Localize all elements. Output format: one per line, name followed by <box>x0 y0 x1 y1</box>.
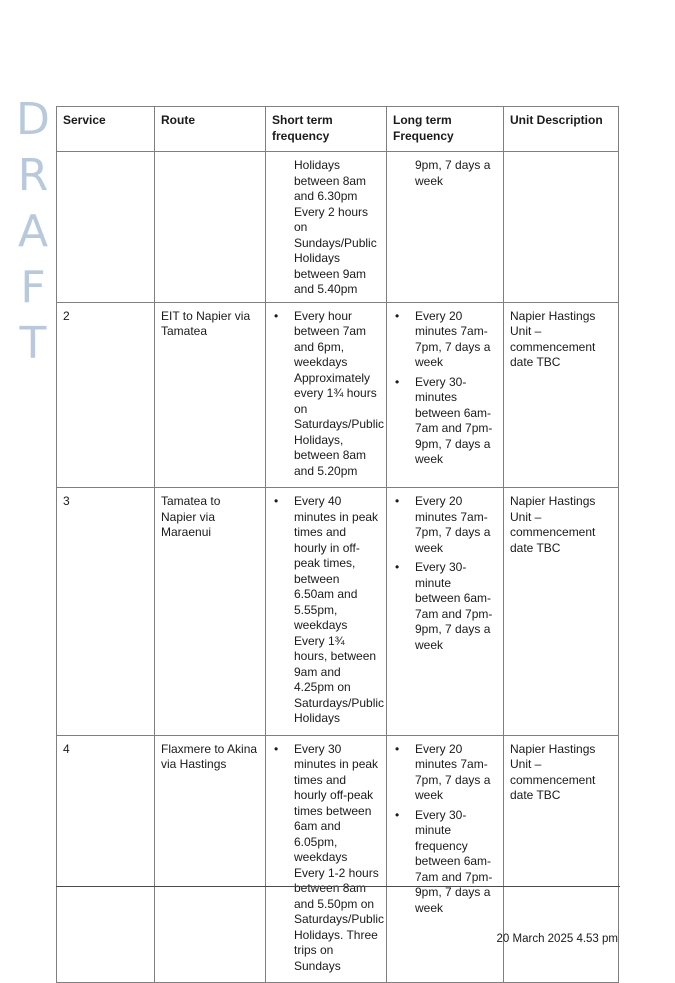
cell-route <box>155 152 266 303</box>
table-row <box>57 152 619 303</box>
cell-route: Flaxmere to Akina via Hastings <box>155 735 266 983</box>
table-row <box>57 302 619 488</box>
cell-short-term-frequency <box>266 488 387 736</box>
frequency-list-item <box>393 742 497 804</box>
frequency-text: Every hour between 7am and 6pm, weekdays Approximately every 1¾ hours on Saturdays/Public Holidays, between 8am and 5.20pm <box>294 308 385 478</box>
frequency-list <box>272 308 385 480</box>
frequency-text: Every 20 minutes 7am-7pm, 7 days a week <box>415 741 491 802</box>
cell-unit-description: Napier Hastings Unit – commencement date TBC <box>504 488 619 736</box>
cell-long-term-frequency <box>387 735 504 983</box>
cell-service: 2 <box>57 302 155 488</box>
frequency-text: Every 30-minutes between 6am-7am and 7pm-9pm, 7 days a week <box>415 374 493 466</box>
table-header-row <box>57 107 619 152</box>
bullet-icon: • <box>395 741 400 756</box>
frequency-list <box>393 742 497 917</box>
frequency-text: Every 30-minute between 6am-7am and 7pm-9pm, 7 days a week <box>415 560 493 652</box>
frequency-list <box>272 494 385 727</box>
frequency-list-item <box>272 494 385 727</box>
watermark-letter: R <box>17 150 49 201</box>
frequency-list-item <box>272 741 385 975</box>
cell-unit-description: Napier Hastings Unit – commencement date TBC <box>504 302 619 488</box>
cell-service: 4 <box>57 735 155 983</box>
watermark-letter: D <box>16 94 50 145</box>
header-service: Service <box>57 107 155 152</box>
frequency-list <box>393 494 497 653</box>
frequency-list-item <box>393 309 497 371</box>
bullet-icon: • <box>274 494 279 508</box>
frequency-list <box>393 309 497 468</box>
bullet-icon: • <box>395 494 400 508</box>
frequency-list-item <box>272 308 385 480</box>
table-row <box>57 488 619 736</box>
watermark-letter: F <box>20 262 46 313</box>
watermark-letter: T <box>19 318 47 369</box>
cell-unit-description: Napier Hastings Unit – commencement date TBC <box>504 735 619 983</box>
header-short-term-frequency: Short term frequency <box>266 107 387 152</box>
header-unit-description: Unit Description <box>504 107 619 152</box>
cell-route: Tamatea to Napier via Maraenui <box>155 488 266 736</box>
cell-short-term-frequency <box>266 302 387 488</box>
draft-watermark <box>8 92 58 372</box>
cell-unit-description <box>504 152 619 303</box>
cell-long-term-frequency <box>387 152 504 303</box>
cell-long-term-frequency <box>387 488 504 736</box>
cell-short-term-frequency <box>266 152 387 303</box>
footer-divider <box>56 886 620 887</box>
bullet-icon: • <box>395 374 400 389</box>
cell-service: 3 <box>57 488 155 736</box>
frequency-text: Every 30-minute frequency between 6am-7am and 7pm-9pm, 7 days a week <box>415 807 493 915</box>
cell-long-term-frequency <box>387 302 504 488</box>
header-long-term-frequency: Long term Frequency <box>387 107 504 152</box>
cell-short-term-frequency <box>266 735 387 983</box>
frequency-text: Every 20 minutes 7am-7pm, 7 days a week <box>415 494 491 555</box>
frequency-list-item <box>393 375 497 468</box>
bullet-icon: • <box>395 308 400 323</box>
frequency-text: Every 30 minutes in peak times and hourly off-peak times between 6am and 6.05pm, weekdays Every 1-2 hours between 8am and 5.50pm on Saturdays/Public Holidays. Three trips on Sundays <box>294 741 385 973</box>
frequency-list-item <box>393 808 497 917</box>
frequency-text: Every 40 minutes in peak times and hourly in off-peak times, between 6.50am and 5.55pm, weekdays Every 1¾ hours, between 9am and 4.25pm on Saturdays/Public Holidays <box>294 494 385 725</box>
frequency-list-item <box>393 560 497 653</box>
bullet-icon: • <box>395 560 400 574</box>
bullet-icon: • <box>274 741 279 756</box>
frequency-text: Holidays between 8am and 6.30pm Every 2 hours on Sundays/Public Holidays between 9am and 5.40pm <box>294 158 377 296</box>
cell-service <box>57 152 155 303</box>
footer-date: 20 March 2025 4.53 pm <box>496 933 618 945</box>
cell-route: EIT to Napier via Tamatea <box>155 302 266 488</box>
table-row <box>57 735 619 983</box>
bullet-icon: • <box>395 807 400 822</box>
frequency-text: Every 20 minutes 7am-7pm, 7 days a week <box>415 308 491 369</box>
frequency-list-item <box>393 494 497 556</box>
watermark-letter: A <box>17 206 49 257</box>
header-route: Route <box>155 107 266 152</box>
bullet-icon: • <box>274 308 279 323</box>
services-table <box>56 106 619 983</box>
frequency-list <box>272 741 385 975</box>
frequency-text: 9pm, 7 days a week <box>415 158 491 188</box>
